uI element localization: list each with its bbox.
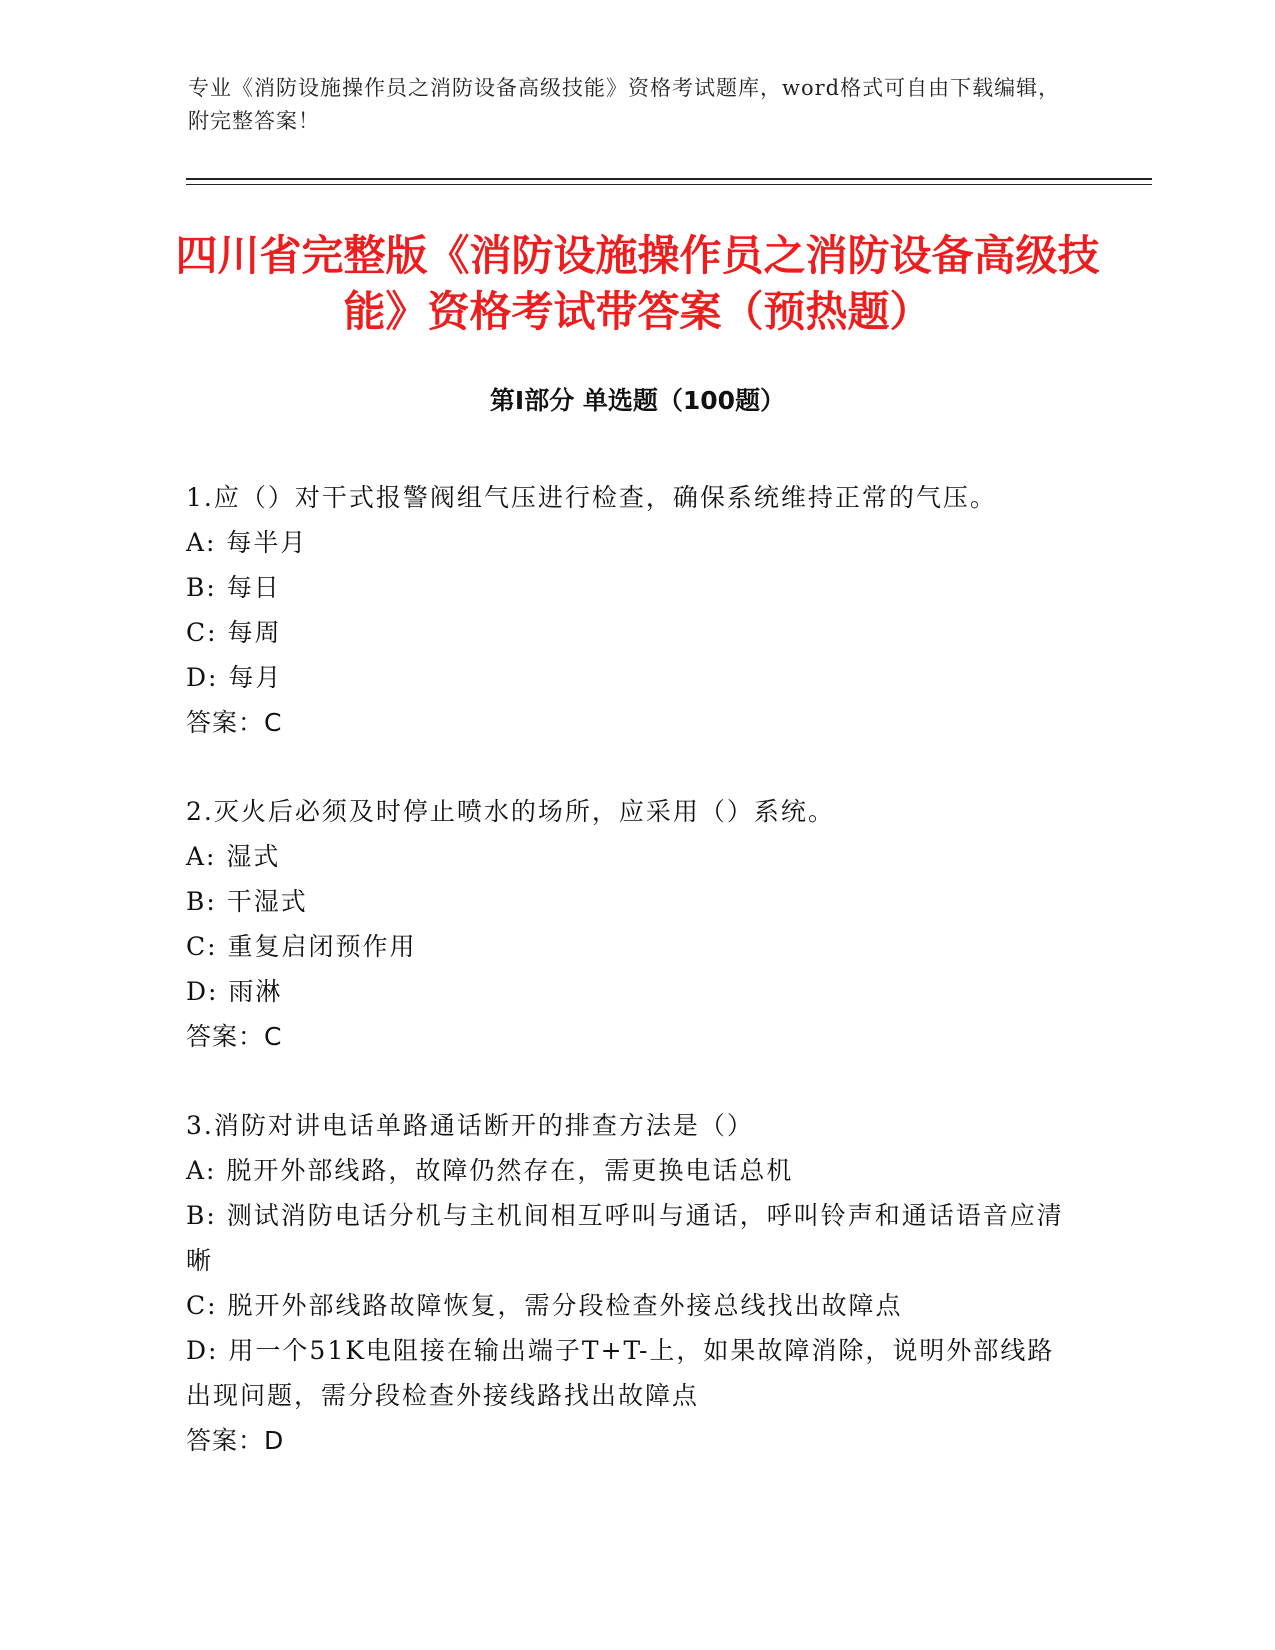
question-item-3 xyxy=(186,1103,1076,1463)
option-c: C: 每周 xyxy=(186,618,282,647)
question-text: 1.应（）对干式报警阀组气压进行检查，确保系统维持正常的气压。 xyxy=(186,483,997,512)
option-b: B: 每日 xyxy=(186,573,281,602)
answer: 答案：C xyxy=(186,708,283,737)
option-c: C: 脱开外部线路故障恢复，需分段检查外接总线找出故障点 xyxy=(186,1291,903,1320)
option-a: A: 每半月 xyxy=(186,528,308,557)
header-divider-thick xyxy=(186,178,1152,180)
question-text: 2.灭火后必须及时停止喷水的场所，应采用（）系统。 xyxy=(186,797,835,826)
option-d: D: 用一个51K电阻接在输出端子T+T-上，如果故障消除，说明外部线路出现问题，需分段检查外接线路找出故障点 xyxy=(186,1336,1055,1410)
question-item-1 xyxy=(186,475,1076,745)
option-a: A: 脱开外部线路，故障仍然存在，需更换电话总机 xyxy=(186,1156,794,1185)
option-d: D: 每月 xyxy=(186,663,283,692)
section-title: 第Ⅰ部分 单选题（100题） xyxy=(489,386,786,415)
answer: 答案：D xyxy=(186,1426,285,1455)
question-list xyxy=(186,475,1076,1507)
option-b: B: 干湿式 xyxy=(186,887,308,916)
option-a: A: 湿式 xyxy=(186,842,281,871)
answer: 答案：C xyxy=(186,1022,283,1051)
document-title: 四川省完整版《消防设施操作员之消防设备高级技能》资格考试带答案（预热题） xyxy=(175,231,1100,336)
question-text: 3.消防对讲电话单路通话断开的排查方法是（） xyxy=(186,1111,754,1140)
question-item-2 xyxy=(186,789,1076,1059)
option-d: D: 雨淋 xyxy=(186,977,283,1006)
option-b: B: 测试消防电话分机与主机间相互呼叫与通话，呼叫铃声和通话语音应清晰 xyxy=(186,1201,1064,1275)
option-c: C: 重复启闭预作用 xyxy=(186,932,417,961)
header-divider-thin xyxy=(186,184,1152,185)
header-note: 专业《消防设施操作员之消防设备高级技能》资格考试题库，word格式可自由下载编辑，附完整答案！ xyxy=(188,76,1061,133)
